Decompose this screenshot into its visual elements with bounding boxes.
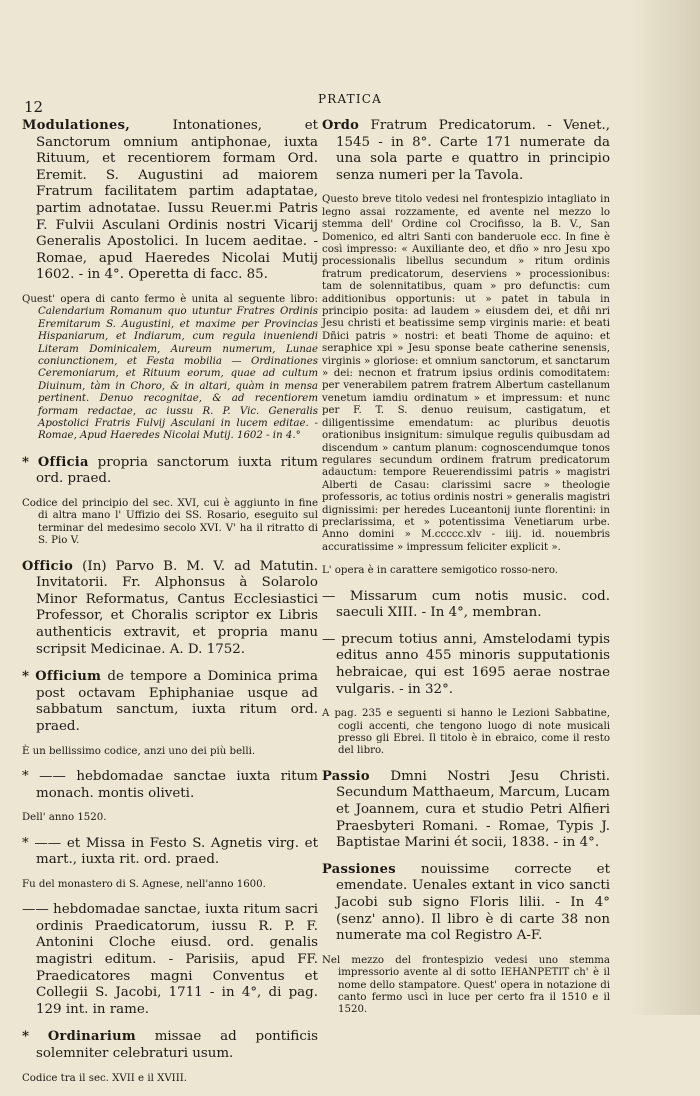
entry-headword: Passio: [322, 768, 370, 784]
entry-modulationes: [22, 118, 318, 284]
note-officia: Codice del principio del sec. XVI, cui è aggiunto in fine di altra mano l' Uffizio dei SS. Rosario, eseguito sul terminar del medesimo secolo XVI. V' ha il ritratto di S. Pio V.: [22, 498, 318, 547]
note-intro: Quest' opera di canto fermo è unita al seguente libro:: [22, 293, 318, 305]
note-agnese: Fu del monastero di S. Agnese, nell'anno 1600.: [22, 878, 266, 890]
entry-headword: Modulationes,: [22, 118, 131, 133]
entry-ordinarium: [22, 1028, 318, 1062]
page-fold-shadow: [630, 0, 700, 1015]
entry-text: Fratrum Predicatorum. - Venet., 1545 - in 8°. Carte 171 numerate da una sola parte e quattro in principio senza numeri per la Tavola.: [336, 118, 610, 183]
asterisk-mark: *: [22, 1028, 30, 1045]
entry-officium: [22, 668, 318, 735]
entry-officia: [22, 454, 318, 488]
entry-passio: [322, 769, 610, 852]
note-intro: Questo breve titolo vedesi nel frontespizio intagliato in legno assai rozzamente, ed avente nel mezzo lo stemma dell' Ordine col Crocifisso, la B. V., San Domenico, ed altri Santi con banderuole ecc. In fine è così impresso: « Auxiliante deo, et dño: [322, 194, 610, 255]
entry-text: (In) Parvo B. M. V. ad Matutin. Invitatorii. Fr. Alphonsus à Solarolo Minor Reformatus, Cantus Ecclesiastici Professor, et Choralis scriptor ex Libris authenticis extravit, et propria manu scripsit Medicinae. A. D. 1752.: [36, 558, 318, 657]
entry-headword: Ordo: [322, 118, 360, 133]
entry-headword: Passiones: [322, 861, 396, 877]
note-colophon-quote: » nro Jesu xpo processionalis libellus secundum » ritum ordinis fratrum predicatorum, deserviens » processionibus: tam de solennitatibus, quam » pro defunctis: cum additionibus opportunis: ut » patet in tabula in principio posita: ad laudem » eiusdem dei, et dñi nri Jesu christi et beatissime semp virginis marie: et beati Dñici patris » nostri: et beati Thome de aquino: et seraphice xpi » Jesu sponse beate catherine senensis, virginis » gloriose: et omnium sanctorum, et sanctarum » dei: necnon et fratrum ipsius ordinis comoditatem: per venerabilem patrem fratrem Albertum castellanum venetum iamdiu ordinatum » et impressum: et nunc per F. T. S. denuo reuisum, castigatum, et diligentissime emendatum: ac pluribus deuotis orationibus insignitum: simulque regulis quibusdam ad discendum » cantum planum: cognoscendumque tonos regulares secundum ordinem fratrum predicatorum adauctum: tempore Reuerendissimi patris » magistri Alberti de Casau: clarissimi sacre » theologie professoris, ac totius ordinis nostri » generalis magistri dignissimi: per heredes Luceantonij iunte florentini: in preclarissima, et » potentissima Venetiarum urbe. Anno domini » M.ccccc.xlv - iiij. id. nouembris accuratissime » impressum feliciter explicit ».: [322, 244, 610, 553]
entry-text: Dmni Nostri Jesu Christi. Secundum Matthaeum, Marcum, Lucam et Joannem, cura et studio Petri Alfieri Praesbyteri Romani. - Romae, Typis J. Baptistae Marini ét socii, 1838. - in 4°.: [336, 768, 610, 851]
entry-hebdomadae-praedicatorum: —— hebdomadae sanctae, iuxta ritum sacri ordinis Praedicatorum, iussu R. P. F. Antonini Cloche eiusd. ord. genalis magistri editum. - Parisiis, apud FF. Praedicatores magni Conventus et Collegii S. Jacobi, 1711 - in 4°, di pag. 129 int. in rame.: [22, 902, 318, 1017]
entry-text: de tempore a Dominica prima post octavam Ephiphaniae usque ad sabbatum sanctum, iuxta ritum ord. praed.: [36, 669, 318, 734]
entry-text: missae ad pontificis solemniter celebraturi usum.: [36, 1029, 318, 1061]
entry-ordo: [322, 118, 610, 184]
entry-precum: — precum totius anni, Amstelodami typis editus anno 455 minoris supputationis hebraicae, qui est 1695 aerae nostrae vulgaris. - in 32°.: [322, 631, 610, 697]
note-lezioni-sabbatine: A pag. 235 e seguenti si hanno le Lezioni Sabbatine, cogli accenti, che tengono luogo di note musicali presso gli Ebrei. Il titolo è in ebraico, come il resto del libro.: [322, 708, 610, 757]
asterisk-mark: *: [22, 453, 30, 470]
note-ordo-description: [322, 194, 610, 554]
asterisk-mark: *: [22, 668, 30, 685]
note-calendarium: [22, 294, 318, 443]
running-title: PRATICA: [317, 92, 383, 106]
entry-headword: Officio: [22, 558, 74, 574]
page-header: [0, 92, 700, 116]
entry-headword: Ordinarium: [47, 1029, 136, 1045]
note-semigotico: L' opera è in carattere semigotico rosso-nero.: [322, 565, 559, 577]
note-year-1520: Dell' anno 1520.: [22, 812, 107, 824]
left-column: [22, 118, 318, 1096]
entry-text: Intonationes, et Sanctorum omnium antiphonae, iuxta Rituum, et recentiorem formam Ord. Eremit. S. Augustini ad maiorem Fratrum facilitatem partim adaptatae, partim adnotatae. Iussu Reuer.mi Patris F. Fulvii Asculani Ordinis nostri Vicarij Generalis Apostolici. In lucem aeditae. - Romae, apud Haeredes Nicolai Mutij 1602. - in 4°. Operetta di facc. 85.: [36, 118, 318, 283]
entry-officio-parvo: [22, 559, 318, 659]
note-ordinarium: Codice tra il sec. XVII e il XVIII.: [22, 1072, 187, 1084]
note-passiones: Nel mezzo del frontespizio vedesi uno stemma impressorio avente al di sotto IEHANPETIT ch' è il nome dello stampatore. Quest' opera in notazione di canto fermo uscì in luce per certo fra il 1510 e il 1520.: [322, 954, 610, 1016]
note-officium: È un bellissimo codice, anzi uno dei più belli.: [22, 745, 256, 757]
entry-text: nouissime correcte et emendate. Uenales extant in vico sancti Jacobi sub signo Floris lilii. - In 4° (senz' anno). Il libro è di carte 38 non numerate ma col Registro A-F.: [336, 861, 610, 944]
entry-headword: Officia: [37, 454, 89, 470]
entry-hebdomadae-oliveti: * —— hebdomadae sanctae iuxta ritum monach. montis oliveti.: [22, 768, 318, 801]
entry-missarum: — Missarum cum notis music. cod. saeculi XIII. - In 4°, membran.: [322, 588, 610, 621]
page-number: 12: [24, 98, 44, 116]
right-column: [322, 118, 610, 1028]
entry-headword: Officium: [35, 669, 102, 685]
entry-passiones: [322, 862, 610, 945]
entry-text: propria sanctorum iuxta ritum ord. praed.: [36, 454, 318, 487]
note-italic-title: Calendarium Romanum quo utuntur Fratres Ordinis Eremitarum S. Augustini, et maxime per Provincias Hispaniarum, et Indiarum, cum regula inueniendi Literam Dominicalem, Aureum numerum, Lunae coniunctionem, et Festa mobilia — Ordinationes Ceremoniarum, et Rituum eorum, quae ad cultum Diuinum, tàm in Choro, & in altari, quàm in mensa pertinent. Denuo recognitae, & ad recentiorem formam redactae, ac iussu R. P. Vic. Generalis Apostolici Fratris Fulvij Asculani in lucem editae. - Romae, Apud Haeredes Nicolai Mutij. 1602 - in 4.°: [38, 306, 318, 442]
entry-missa-agnetis: * —— et Missa in Festo S. Agnetis virg. et mart., iuxta rit. ord. praed.: [22, 835, 318, 868]
